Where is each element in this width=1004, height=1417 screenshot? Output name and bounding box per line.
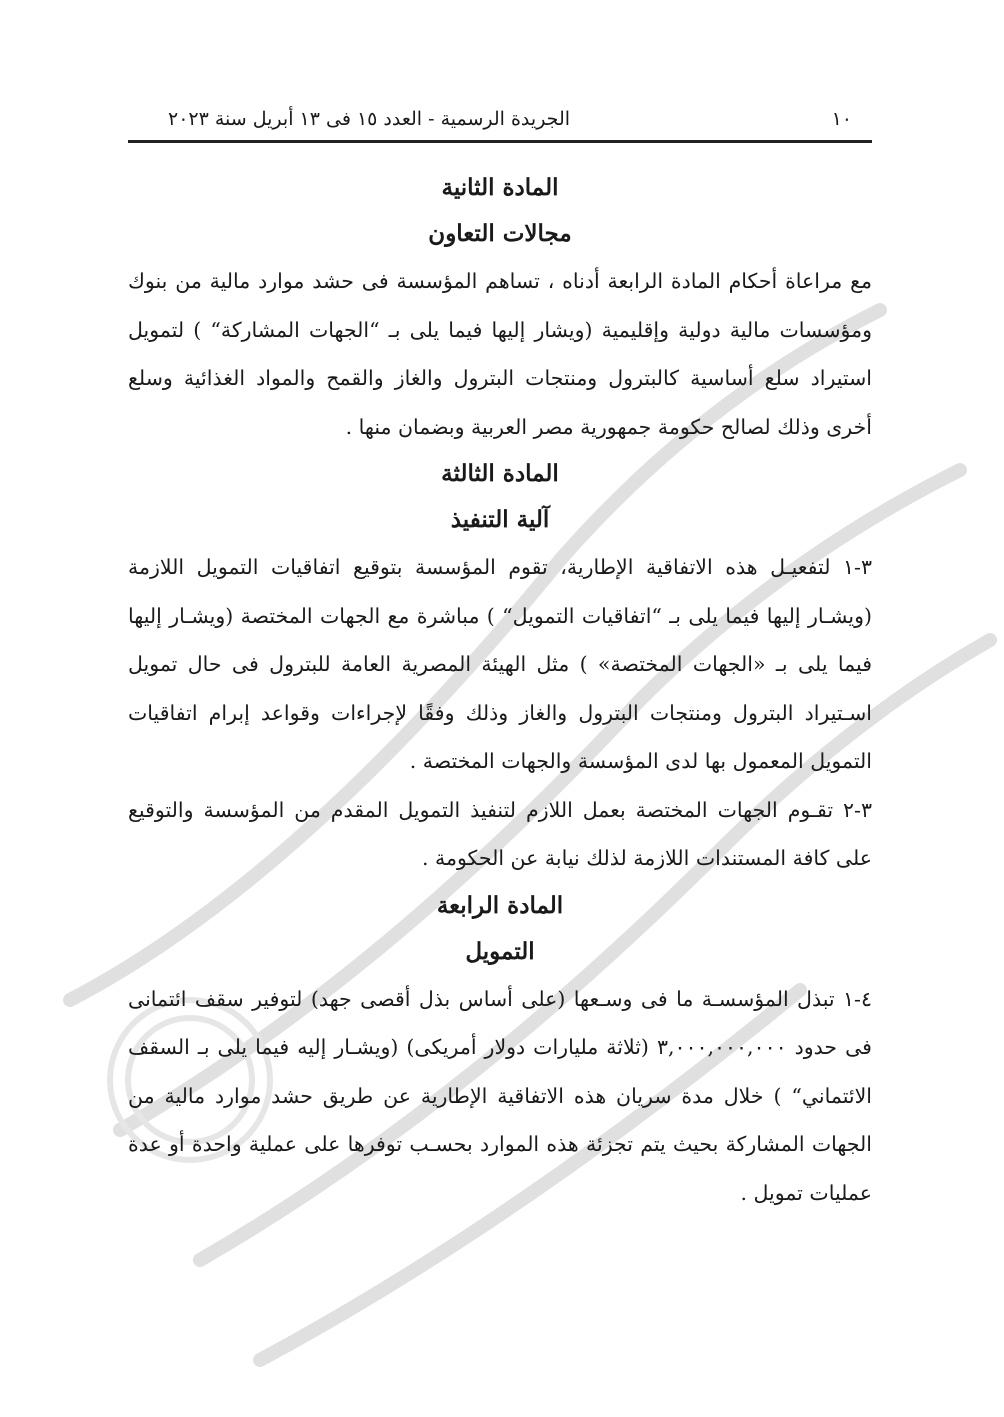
article-3-paragraph-2: ٣-٢ تقـوم الجهات المختصة بعمل اللازم لتنفيذ التمويل المقدم من المؤسسة والتوقيع على كافة المستندات اللازمة لذلك نيابة عن الحكومة . [128,797,872,870]
page-header [128,108,872,143]
article-2-subtitle: مجالات التعاون [428,220,572,247]
article-2-title: المادة الثانية [441,174,559,201]
gazette-page [128,108,872,1217]
article-3-paragraph-1: ٣-١ لتفعيـل هذه الاتفاقية الإطارية، تقوم المؤسسة بتوقيع اتفاقيات التمويل اللازمة (ويشـار إليها فيما يلى بـ “اتفاقيات التمويل“ ) مباشرة مع الجهات المختصة (ويشـار إليها فيما يلى بـ «الجهات المختصة» ) مثل الهيئة المصرية العامة للبترول فى حال تمويل اسـتيراد البترول ومنتجات البترول والغاز وذلك وفقًا لإجراءات وقواعد إبرام اتفاقيات التمويل المعمول بها لدى المؤسسة والجهات المختصة . [128,555,872,773]
article-2-text: مع مراعاة أحكام المادة الرابعة أدناه ، تساهم المؤسسة فى حشد موارد مالية من بنوك ومؤسسات مالية دولية وإقليمية (ويشار إليها فيما يلى بـ “الجهات المشاركة“ ) لتمويل استيراد سلع أساسية كالبترول ومنتجات البترول والغاز والقمح والمواد الغذائية وسلع أخرى وذلك لصالح حكومة جمهورية مصر العربية وبضمان منها . [128,269,872,439]
article-3-title: المادة الثالثة [441,460,559,487]
article-4-text: ٤-١ تبذل المؤسسـة ما فى وسـعها (على أساس بذل أقصى جهد) لتوفير سقف ائتمانى فى حدود ٣,٠٠٠,٠٠٠,٠٠٠ (ثلاثة مليارات دولار أمريكى) (ويشـار إليه فيما يلى بـ السقف الائتماني“ ) خلال مدة سريان هذه الاتفاقية الإطارية عن طريق حشد موارد مالية من الجهات المشاركة بحيث يتم تجزئة هذه الموارد بحسـب توفرها على عملية واحدة أو عدة عمليات تمويل . [128,986,872,1205]
article-4-title: المادة الرابعة [436,891,564,919]
article-3-subtitle: آلية التنفيذ [450,506,550,533]
gazette-title: الجريدة الرسمية - العدد ١٥ فى ١٣ أبريل سنة ٢٠٢٣ [168,108,571,130]
page-number: ١٠ [831,108,852,130]
article-4-subtitle: التمويل [465,937,535,965]
